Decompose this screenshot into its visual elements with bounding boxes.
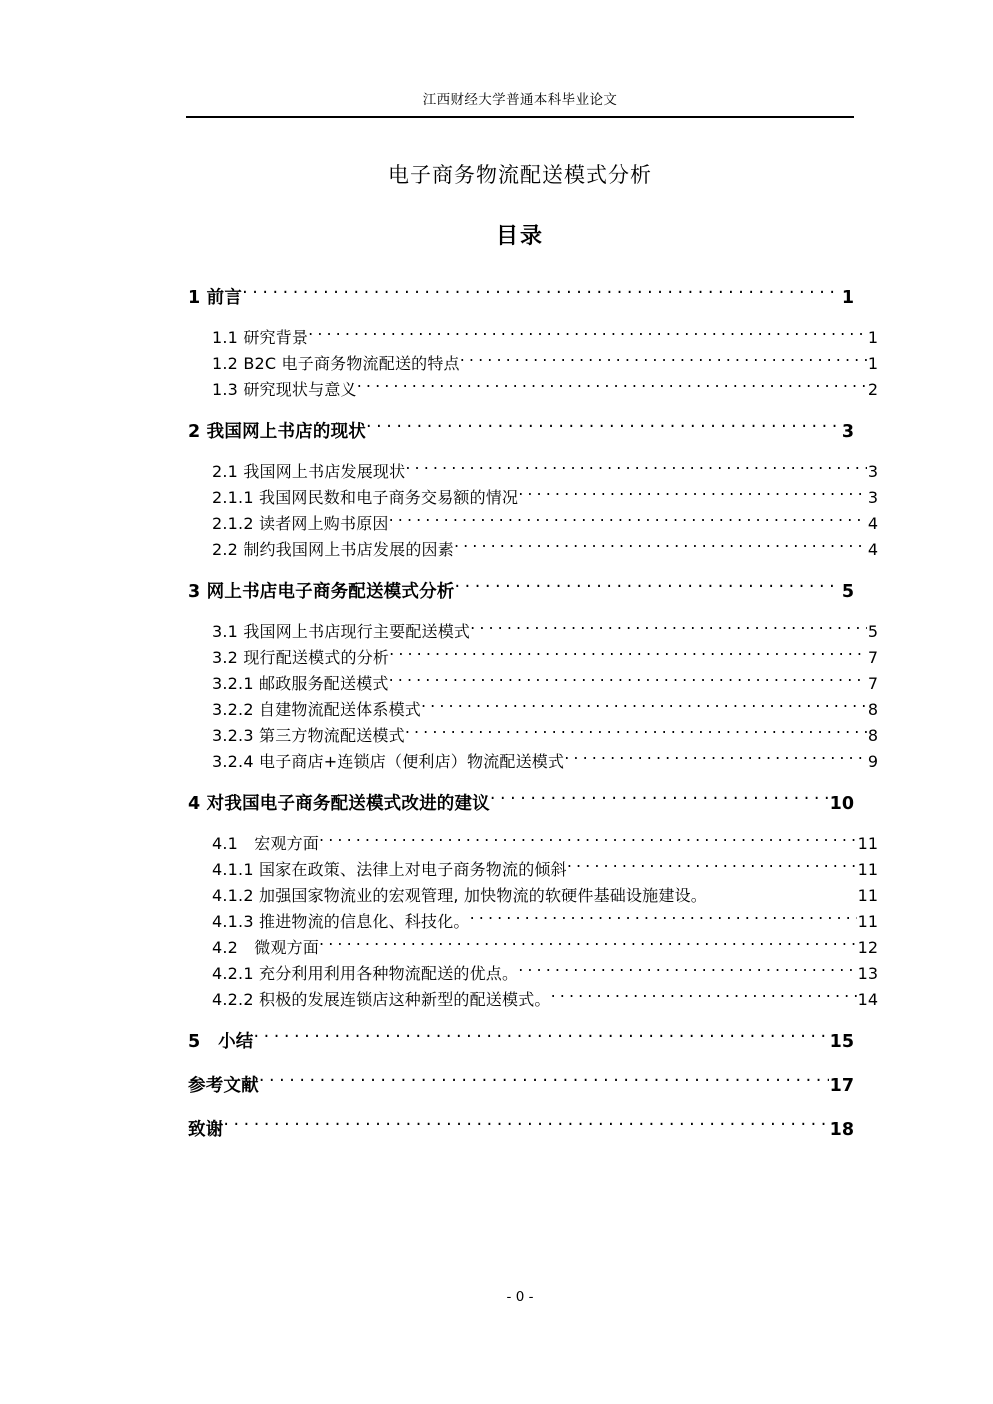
- toc-dot-leader: [454, 580, 840, 598]
- toc-dot-leader: [567, 859, 857, 875]
- toc-entry-label: 3.2.1 邮政服务配送模式: [212, 674, 389, 693]
- toc-dot-leader: [454, 539, 867, 555]
- toc-entry-label: 2.2 制约我国网上书店发展的因素: [212, 540, 454, 559]
- toc-entry-label: 4.2.2 积极的发展连锁店这种新型的配送模式。: [212, 990, 551, 1009]
- toc-entry-page-number: 18: [829, 1120, 854, 1140]
- toc-entry-page-number: 5: [841, 582, 854, 602]
- toc-entry-page-number: 12: [857, 938, 878, 957]
- toc-entry[interactable]: [188, 1071, 854, 1101]
- toc-entry-page-number: 13: [857, 964, 878, 983]
- toc-entry-page-number: 4: [867, 514, 878, 533]
- toc-dot-leader: [470, 621, 867, 637]
- toc-entry-label: 3.1 我国网上书店现行主要配送模式: [212, 622, 471, 641]
- toc-entry-page-number: 2: [867, 380, 878, 399]
- toc-dot-leader: [490, 792, 829, 810]
- toc-dot-leader: [551, 989, 857, 1005]
- toc-entry[interactable]: [188, 459, 878, 485]
- toc-entry[interactable]: [188, 417, 854, 447]
- toc-dot-leader: [357, 379, 867, 395]
- toc-entry-label: 3.2.4 电子商店+连锁店（便利店）物流配送模式: [212, 752, 565, 771]
- toc-dot-leader: [259, 1074, 829, 1092]
- toc-dot-leader: [253, 1030, 828, 1048]
- toc-dot-leader: [308, 327, 867, 343]
- running-header-text: 江西财经大学普通本科毕业论文: [422, 92, 618, 108]
- toc-entry-label: 3.2.3 第三方物流配送模式: [212, 726, 405, 745]
- toc-entry[interactable]: [188, 857, 878, 883]
- toc-entry[interactable]: [188, 961, 878, 987]
- toc-dot-leader: [389, 513, 867, 529]
- toc-dot-leader: [319, 833, 857, 849]
- toc-entry[interactable]: [188, 831, 878, 857]
- toc-entry[interactable]: [188, 883, 878, 909]
- toc-entry-page-number: 11: [857, 886, 878, 905]
- toc-entry-label: 4 对我国电子商务配送模式改进的建议: [188, 794, 490, 814]
- toc-entry-page-number: 1: [841, 288, 854, 308]
- toc-entry[interactable]: [188, 485, 878, 511]
- toc-entry[interactable]: [188, 351, 878, 377]
- toc-entry[interactable]: [188, 749, 878, 775]
- toc-entry-page-number: 11: [857, 834, 878, 853]
- toc-entry-label: 1.2 B2C 电子商务物流配送的特点: [212, 354, 460, 373]
- toc-entry-page-number: 1: [867, 354, 878, 373]
- toc-entry-label: 2.1.2 读者网上购书原因: [212, 514, 389, 533]
- toc-entry-label: 1.1 研究背景: [212, 328, 309, 347]
- toc-entry-page-number: 14: [857, 990, 878, 1009]
- toc-entry[interactable]: [188, 377, 878, 403]
- toc-dot-leader: [405, 461, 866, 477]
- toc-dot-leader: [366, 420, 841, 438]
- toc-entry-page-number: 3: [867, 462, 878, 481]
- toc-entry-label: 5 小结: [188, 1032, 254, 1052]
- toc-entry-label: 4.1.1 国家在政策、法律上对电子商务物流的倾斜: [212, 860, 567, 879]
- toc-entry-page-number: 3: [867, 488, 878, 507]
- toc-entry-label: 3.2.2 自建物流配送体系模式: [212, 700, 421, 719]
- toc-entry-page-number: 3: [841, 422, 854, 442]
- document-title: 电子商务物流配送模式分析: [388, 163, 652, 187]
- toc-dot-leader: [223, 1118, 828, 1136]
- toc-entry-label: 1.3 研究现状与意义: [212, 380, 357, 399]
- toc-entry[interactable]: [188, 619, 878, 645]
- toc-entry[interactable]: [188, 671, 878, 697]
- toc-entry-page-number: 8: [867, 700, 878, 719]
- table-of-contents: [188, 283, 878, 1145]
- toc-entry-label: 4.1 宏观方面: [212, 834, 320, 853]
- page-footer: - 0 -: [506, 1289, 534, 1305]
- toc-entry-label: 参考文献: [188, 1076, 259, 1096]
- toc-entry-page-number: 9: [867, 752, 878, 771]
- header-rule: [186, 116, 854, 118]
- toc-entry[interactable]: [188, 325, 878, 351]
- toc-dot-leader: [405, 725, 867, 741]
- toc-entry-page-number: 17: [829, 1076, 854, 1096]
- toc-dot-leader: [460, 353, 867, 369]
- toc-entry-label: 4.2 微观方面: [212, 938, 320, 957]
- toc-dot-leader: [242, 286, 841, 304]
- toc-entry-label: 2.1.1 我国网民数和电子商务交易额的情况: [212, 488, 519, 507]
- toc-entry-page-number: 1: [867, 328, 878, 347]
- toc-entry[interactable]: [188, 577, 854, 607]
- toc-entry[interactable]: [188, 1115, 854, 1145]
- toc-entry-page-number: 8: [867, 726, 878, 745]
- toc-entry[interactable]: [188, 1027, 854, 1057]
- toc-entry-page-number: 7: [867, 674, 878, 693]
- toc-entry-page-number: 4: [867, 540, 878, 559]
- toc-entry-page-number: 5: [867, 622, 878, 641]
- toc-entry-label: 4.1.2 加强国家物流业的宏观管理, 加快物流的软硬件基础设施建设。: [212, 886, 707, 905]
- toc-entry-label: 2.1 我国网上书店发展现状: [212, 462, 406, 481]
- toc-entry[interactable]: [188, 909, 878, 935]
- toc-dot-leader: [421, 699, 867, 715]
- toc-entry-label: 致谢: [188, 1120, 224, 1140]
- toc-entry[interactable]: [188, 537, 878, 563]
- toc-heading: 目录: [495, 224, 544, 249]
- toc-entry-label: 2 我国网上书店的现状: [188, 422, 366, 442]
- toc-entry-page-number: 15: [829, 1032, 854, 1052]
- toc-entry-label: 3.2 现行配送模式的分析: [212, 648, 390, 667]
- toc-entry[interactable]: [188, 511, 878, 537]
- toc-entry[interactable]: [188, 987, 878, 1013]
- toc-entry-label: 4.2.1 充分利用利用各种物流配送的优点。: [212, 964, 519, 983]
- toc-entry-label: 1 前言: [188, 288, 243, 308]
- toc-entry[interactable]: [188, 723, 878, 749]
- toc-dot-leader: [319, 937, 857, 953]
- toc-entry[interactable]: [188, 935, 878, 961]
- toc-dot-leader: [707, 885, 857, 901]
- toc-entry[interactable]: [188, 283, 854, 313]
- toc-entry[interactable]: [188, 645, 878, 671]
- toc-entry[interactable]: [188, 697, 878, 723]
- running-header: [186, 90, 854, 118]
- toc-entry-label: 4.1.3 推进物流的信息化、科技化。: [212, 912, 470, 931]
- toc-dot-leader: [470, 911, 857, 927]
- toc-dot-leader: [389, 673, 867, 689]
- toc-entry-label: 3 网上书店电子商务配送模式分析: [188, 582, 455, 602]
- toc-dot-leader: [518, 487, 867, 503]
- toc-entry-page-number: 10: [829, 794, 854, 814]
- toc-dot-leader: [518, 963, 856, 979]
- toc-dot-leader: [389, 647, 867, 663]
- toc-entry-page-number: 11: [857, 912, 878, 931]
- toc-entry-page-number: 11: [857, 860, 878, 879]
- toc-entry-page-number: 7: [867, 648, 878, 667]
- toc-dot-leader: [564, 751, 867, 767]
- toc-entry[interactable]: [188, 789, 854, 819]
